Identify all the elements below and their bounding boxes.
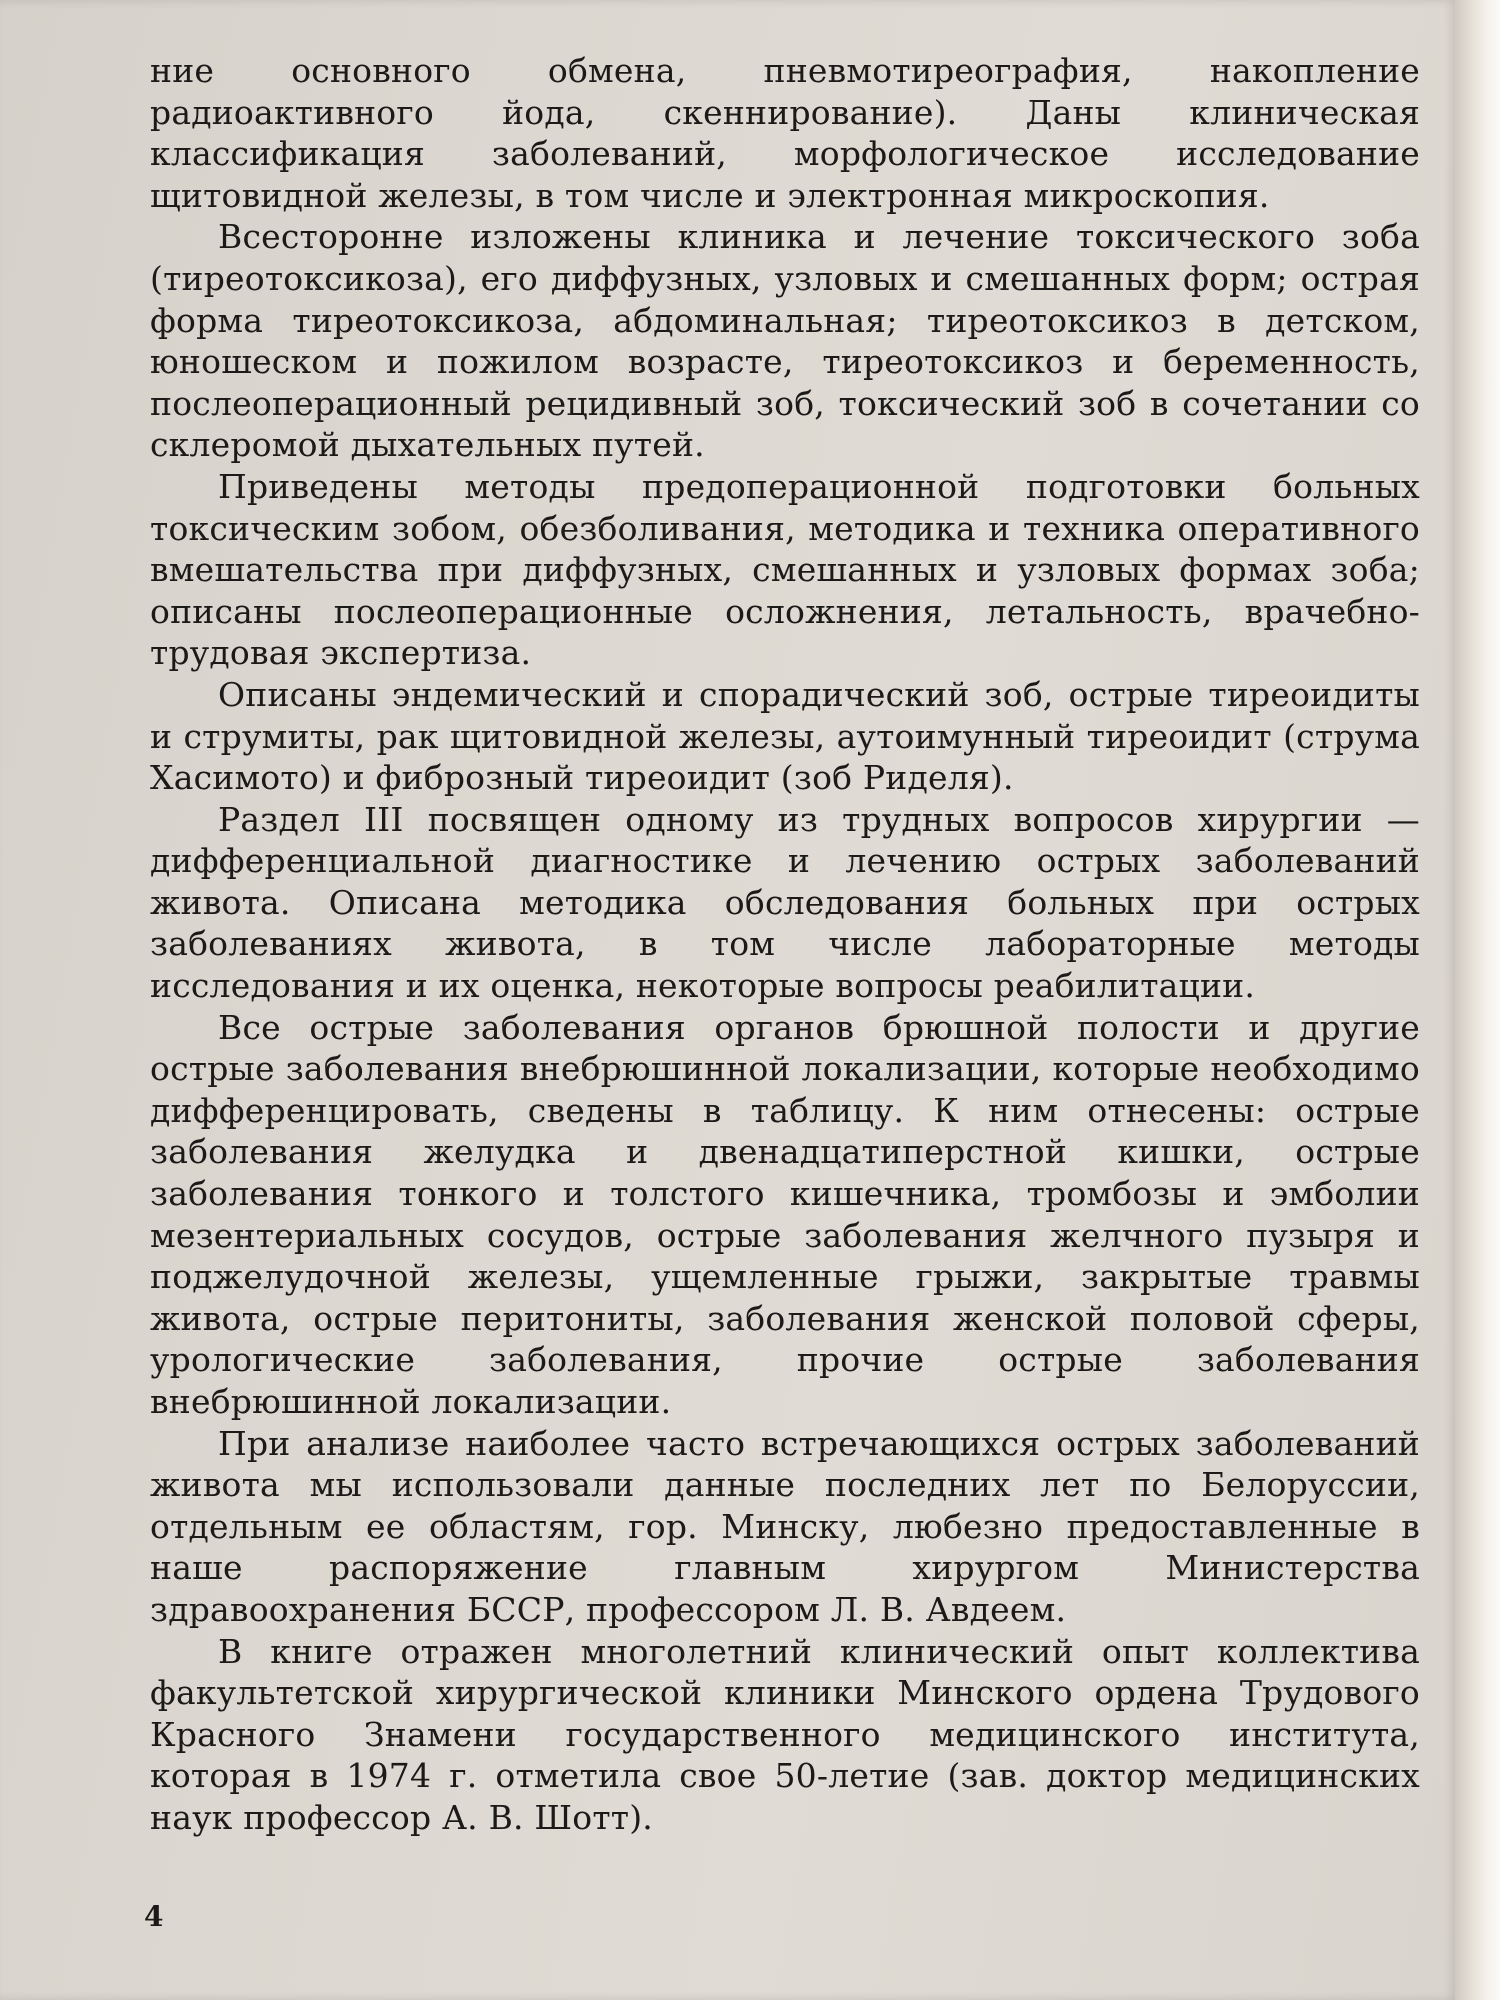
paragraph-7: При анализе наиболее часто встречающихся острых заболеваний живота мы использовали данные последних лет по Белоруссии, отдельным ее областям, гор. Минску, любезно предоставленные в наше распоряжение главным хирургом Министерства здравоохранения БССР, профессором Л. В. Авдеем. [150,1423,1420,1629]
paragraph-4: Описаны эндемический и спорадический зоб, острые тиреоидиты и струмиты, рак щитовидной железы, аутоимунный тиреоидит (струма Хасимото) и фиброзный тиреоидит (зоб Риделя). [150,674,1420,798]
next-page-edge [1455,0,1500,2000]
page-number: 4 [144,1900,164,1933]
paragraph-2: Всесторонне изложены клиника и лечение токсического зоба (тиреотоксикоза), его диффузных, узловых и смешанных форм; острая форма тиреотоксикоза, абдоминальная; тиреотоксикоз в детском, юношеском и пожилом возрасте, тиреотоксикоз и беременность, послеоперационный рецидивный зоб, токсический зоб в сочетании со склеромой дыхательных путей. [150,217,1420,465]
paragraph-1: ние основного обмена, пневмотиреография, накопление радиоактивного йода, скеннирование). Даны клиническая классификация заболеваний, морфологическое исследование щитовидной железы, в том числе и электронная микроскопия. [150,51,1420,215]
body-text [150,50,1420,1839]
paragraph-6: Все острые заболевания органов брюшной полости и другие острые заболевания внебрюшинной локализации, которые необходимо дифференцировать, сведены в таблицу. К ним отнесены: острые заболевания желудка и двенадцатиперстной кишки, острые заболевания тонкого и толстого кишечника, тромбозы и эмболии мезентериальных сосудов, острые заболевания желчного пузыря и поджелудочной железы, ущемленные грыжи, закрытые травмы живота, острые перитониты, заболевания женской половой сферы, урологические заболевания, прочие острые заболевания внебрюшинной локализации. [150,1007,1420,1421]
paragraph-8: В книге отражен многолетний клинический опыт коллектива факультетской хирургической клиники Минского ордена Трудового Красного Знамени государственного медицинского института, которая в 1974 г. отметила свое 50-летие (зав. доктор медицинских наук профессор А. В. Шотт). [150,1631,1420,1837]
paragraph-5: Раздел III посвящен одному из трудных вопросов хирургии — дифференциальной диагностике и лечению острых заболеваний живота. Описана методика обследования больных при острых заболеваниях живота, в том числе лабораторные методы исследования и их оценка, некоторые вопросы реабилитации. [150,799,1420,1006]
paragraph-3: Приведены методы предоперационной подготовки больных токсическим зобом, обезболивания, методика и техника оперативного вмешательства при диффузных, смешанных и узловых формах зоба; описаны послеоперационные осложнения, летальность, врачебно-трудовая экспертиза. [150,466,1420,673]
